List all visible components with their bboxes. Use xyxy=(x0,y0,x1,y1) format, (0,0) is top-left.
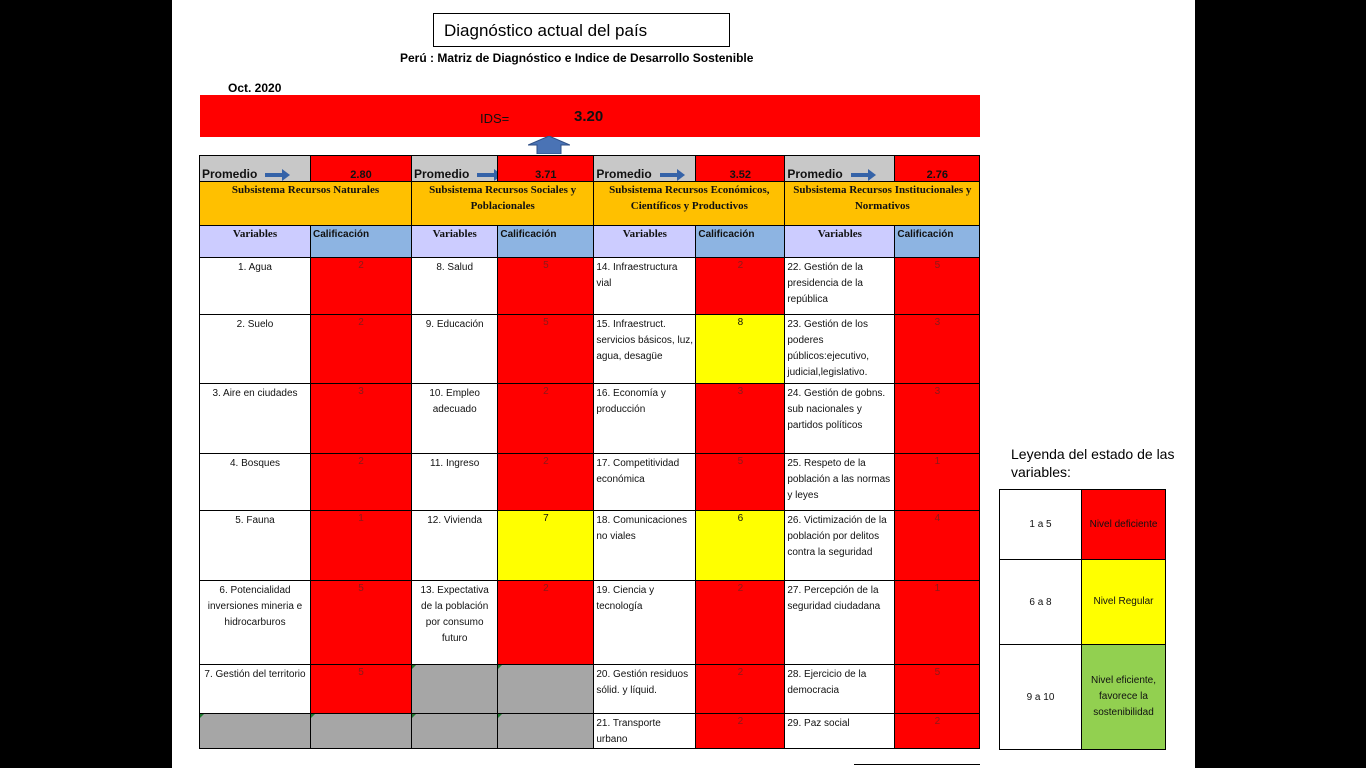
calificacion-header: Calificación xyxy=(311,226,412,258)
legend-row xyxy=(1000,645,1166,750)
variables-header: Variables xyxy=(200,226,311,258)
legend-title: Leyenda del estado de las variables: xyxy=(1011,446,1175,480)
ids-value: 3.20 xyxy=(574,108,604,125)
variable-cell: 18. Comunicaciones no viales xyxy=(594,511,696,581)
score-cell: 2 xyxy=(311,315,412,384)
promedio-label xyxy=(594,156,696,182)
calificacion-header: Calificación xyxy=(696,226,785,258)
empty-cell xyxy=(200,714,311,749)
score-cell: 5 xyxy=(696,454,785,511)
variable-cell: 10. Empleo adecuado xyxy=(412,384,498,454)
score-cell: 2 xyxy=(696,665,785,714)
date-label: Oct. 2020 xyxy=(228,81,282,95)
right-arrow-icon xyxy=(660,173,678,177)
table-row xyxy=(200,258,980,315)
score-cell: 4 xyxy=(895,511,980,581)
variable-cell: 19. Ciencia y tecnología xyxy=(594,581,696,665)
legend-range: 9 a 10 xyxy=(1000,645,1082,750)
legend-row xyxy=(1000,490,1166,560)
score-cell: 5 xyxy=(311,665,412,714)
score-cell: 3 xyxy=(895,384,980,454)
variable-cell: 14. Infraestructura vial xyxy=(594,258,696,315)
variable-cell: 3. Aire en ciudades xyxy=(200,384,311,454)
score-cell: 3 xyxy=(895,315,980,384)
score-cell: 2 xyxy=(498,384,594,454)
score-cell: 2 xyxy=(311,454,412,511)
promedio-value: 3.71 xyxy=(498,156,594,182)
promedio-value: 2.76 xyxy=(895,156,980,182)
score-cell: 1 xyxy=(311,511,412,581)
legend-table xyxy=(999,489,1166,750)
score-cell: 8 xyxy=(696,315,785,384)
score-cell: 6 xyxy=(696,511,785,581)
subsystem-header: Subsistema Recursos Institucionales y Normativos xyxy=(785,182,980,226)
table-row xyxy=(200,665,980,714)
right-arrow-icon xyxy=(477,173,495,177)
variables-header: Variables xyxy=(412,226,498,258)
subsystem-header: Subsistema Recursos Económicos, Científicos y Productivos xyxy=(594,182,785,226)
calificacion-header: Calificación xyxy=(895,226,980,258)
variable-cell: 17. Competitividad económica xyxy=(594,454,696,511)
score-cell: 2 xyxy=(895,714,980,749)
score-cell: 5 xyxy=(895,258,980,315)
variable-cell: 11. Ingreso xyxy=(412,454,498,511)
score-cell: 2 xyxy=(696,714,785,749)
score-cell: 3 xyxy=(311,384,412,454)
empty-cell xyxy=(498,665,594,714)
table-row xyxy=(200,384,980,454)
promedio-value: 2.80 xyxy=(311,156,412,182)
promedio-label xyxy=(785,156,895,182)
legend-range: 1 a 5 xyxy=(1000,490,1082,560)
legend-range: 6 a 8 xyxy=(1000,560,1082,645)
variable-cell: 28. Ejercicio de la democracia xyxy=(785,665,895,714)
variable-cell: 7. Gestión del territorio xyxy=(200,665,311,714)
variable-cell: 9. Educación xyxy=(412,315,498,384)
promedio-value: 3.52 xyxy=(696,156,785,182)
empty-cell xyxy=(412,714,498,749)
variable-cell: 21. Transporte urbano xyxy=(594,714,696,749)
variable-cell: 12. Vivienda xyxy=(412,511,498,581)
score-cell: 5 xyxy=(498,258,594,315)
promedio-text: Promedio xyxy=(596,167,652,181)
empty-cell xyxy=(311,714,412,749)
ids-label: IDS= xyxy=(480,111,510,126)
variable-cell: 16. Economía y producción xyxy=(594,384,696,454)
score-cell: 5 xyxy=(311,581,412,665)
variable-cell: 15. Infraestruct. servicios básicos, luz, agua, desagüe xyxy=(594,315,696,384)
variable-cell: 29. Paz social xyxy=(785,714,895,749)
promedio-text: Promedio xyxy=(202,167,258,181)
variable-cell: 8. Salud xyxy=(412,258,498,315)
variable-cell: 27. Percepción de la seguridad ciudadana xyxy=(785,581,895,665)
subsystem-header: Subsistema Recursos Naturales xyxy=(200,182,412,226)
table-row xyxy=(200,454,980,511)
right-arrow-icon xyxy=(851,173,869,177)
column-header-row xyxy=(200,226,980,258)
promedio-row xyxy=(200,156,980,182)
variables-header: Variables xyxy=(785,226,895,258)
score-cell: 1 xyxy=(895,581,980,665)
up-arrow-icon xyxy=(528,136,570,154)
score-cell: 2 xyxy=(498,581,594,665)
variable-cell: 4. Bosques xyxy=(200,454,311,511)
subsystem-header: Subsistema Recursos Sociales y Poblacionales xyxy=(412,182,594,226)
table-row xyxy=(200,714,980,749)
table-row xyxy=(200,511,980,581)
variable-cell: 6. Potencialidad inversiones mineria e hidrocarburos xyxy=(200,581,311,665)
variable-cell: 25. Respeto de la población a las normas y leyes xyxy=(785,454,895,511)
promedio-label xyxy=(200,156,311,182)
variable-cell: 20. Gestión residuos sólid. y líquid. xyxy=(594,665,696,714)
table-row xyxy=(200,581,980,665)
score-cell: 5 xyxy=(498,315,594,384)
promedio-label xyxy=(412,156,498,182)
variables-header: Variables xyxy=(594,226,696,258)
slide xyxy=(172,0,1195,768)
variable-cell: 24. Gestión de gobns. sub nacionales y partidos políticos xyxy=(785,384,895,454)
score-cell: 2 xyxy=(696,258,785,315)
variable-cell: 5. Fauna xyxy=(200,511,311,581)
page-title: Diagnóstico actual del país xyxy=(433,13,730,47)
score-cell: 2 xyxy=(696,581,785,665)
variable-cell: 2. Suelo xyxy=(200,315,311,384)
legend-row xyxy=(1000,560,1166,645)
diagnosis-matrix xyxy=(199,155,980,749)
legend-swatch: Nivel Regular xyxy=(1082,560,1166,645)
variable-cell: 1. Agua xyxy=(200,258,311,315)
score-cell: 5 xyxy=(895,665,980,714)
legend-swatch: Nivel deficiente xyxy=(1082,490,1166,560)
score-cell: 2 xyxy=(498,454,594,511)
divider xyxy=(854,764,980,765)
empty-cell xyxy=(412,665,498,714)
variable-cell: 26. Victimización de la población por delitos contra la seguridad xyxy=(785,511,895,581)
promedio-text: Promedio xyxy=(414,167,470,181)
calificacion-header: Calificación xyxy=(498,226,594,258)
right-arrow-icon xyxy=(265,173,283,177)
legend-swatch: Nivel eficiente, favorece la sostenibilidad xyxy=(1082,645,1166,750)
subsystem-row xyxy=(200,182,980,226)
page-subtitle: Perú : Matriz de Diagnóstico e Indice de Desarrollo Sostenible xyxy=(400,51,754,65)
variable-cell: 13. Expectativa de la población por consumo futuro xyxy=(412,581,498,665)
table-row xyxy=(200,315,980,384)
variable-cell: 22. Gestión de la presidencia de la república xyxy=(785,258,895,315)
score-cell: 3 xyxy=(696,384,785,454)
score-cell: 2 xyxy=(311,258,412,315)
score-cell: 7 xyxy=(498,511,594,581)
score-cell: 1 xyxy=(895,454,980,511)
promedio-text: Promedio xyxy=(787,167,843,181)
empty-cell xyxy=(498,714,594,749)
variable-cell: 23. Gestión de los poderes públicos:ejecutivo, judicial,legislativo. xyxy=(785,315,895,384)
